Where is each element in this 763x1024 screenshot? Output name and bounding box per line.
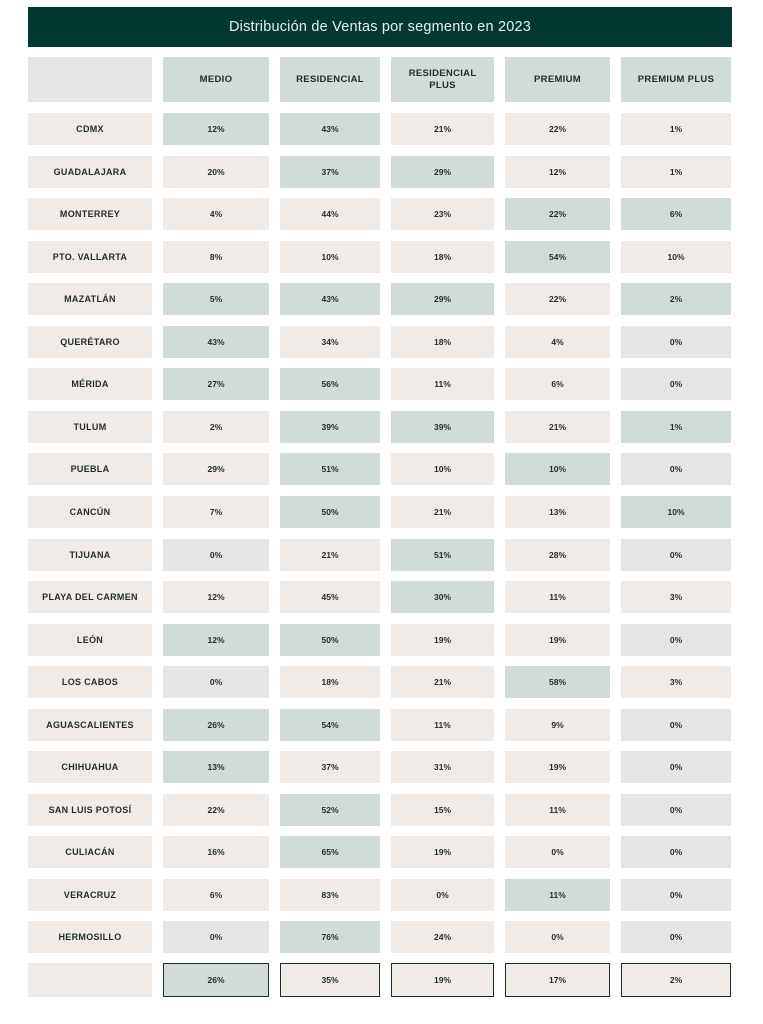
cell-cdmx-premium: 22%: [505, 113, 610, 145]
cell-aguascalientes-medio: 26%: [163, 709, 269, 741]
cell-tijuana-residencial-plus: 51%: [391, 539, 494, 571]
cell-san-luis-potosi-residencial: 52%: [280, 794, 380, 826]
cell-cancun-residencial: 50%: [280, 496, 380, 528]
row-label-queretaro: QUERÉTARO: [28, 326, 152, 358]
cell-tulum-premium-plus: 1%: [621, 411, 731, 443]
cell-playa-del-carmen-premium-plus: 3%: [621, 581, 731, 613]
cell-chihuahua-medio: 13%: [163, 751, 269, 783]
cell-veracruz-premium-plus: 0%: [621, 879, 731, 911]
cell-hermosillo-premium-plus: 0%: [621, 921, 731, 953]
cell-culiacan-residencial: 65%: [280, 836, 380, 868]
cell-cdmx-residencial-plus: 21%: [391, 113, 494, 145]
cell-pto-vallarta-medio: 8%: [163, 241, 269, 273]
cell-playa-del-carmen-residencial: 45%: [280, 581, 380, 613]
total-premium-plus: 2%: [621, 963, 731, 997]
cell-tijuana-premium: 28%: [505, 539, 610, 571]
cell-san-luis-potosi-premium-plus: 0%: [621, 794, 731, 826]
cell-cdmx-premium-plus: 1%: [621, 113, 731, 145]
cell-puebla-premium: 10%: [505, 453, 610, 485]
cell-tulum-premium: 21%: [505, 411, 610, 443]
cell-playa-del-carmen-medio: 12%: [163, 581, 269, 613]
cell-san-luis-potosi-premium: 11%: [505, 794, 610, 826]
cell-cancun-premium: 13%: [505, 496, 610, 528]
chart-title: Distribución de Ventas por segmento en 2023: [28, 7, 732, 47]
cell-los-cabos-medio: 0%: [163, 666, 269, 698]
cell-veracruz-residencial-plus: 0%: [391, 879, 494, 911]
cell-monterrey-premium: 22%: [505, 198, 610, 230]
cell-monterrey-residencial: 44%: [280, 198, 380, 230]
cell-los-cabos-residencial: 18%: [280, 666, 380, 698]
cell-guadalajara-premium-plus: 1%: [621, 156, 731, 188]
cell-guadalajara-residencial: 37%: [280, 156, 380, 188]
cell-queretaro-medio: 43%: [163, 326, 269, 358]
cell-playa-del-carmen-residencial-plus: 30%: [391, 581, 494, 613]
cell-mazatlan-residencial: 43%: [280, 283, 380, 315]
column-header-residencial-plus: RESIDENCIAL PLUS: [391, 57, 494, 102]
cell-monterrey-residencial-plus: 23%: [391, 198, 494, 230]
cell-cancun-medio: 7%: [163, 496, 269, 528]
cell-tijuana-medio: 0%: [163, 539, 269, 571]
cell-aguascalientes-residencial: 54%: [280, 709, 380, 741]
row-label-cdmx: CDMX: [28, 113, 152, 145]
cell-hermosillo-residencial: 76%: [280, 921, 380, 953]
row-label-san-luis-potosi: SAN LUIS POTOSÍ: [28, 794, 152, 826]
cell-pto-vallarta-premium: 54%: [505, 241, 610, 273]
column-header-residencial: RESIDENCIAL: [280, 57, 380, 102]
cell-los-cabos-residencial-plus: 21%: [391, 666, 494, 698]
row-label-tijuana: TIJUANA: [28, 539, 152, 571]
cell-puebla-premium-plus: 0%: [621, 453, 731, 485]
row-label-merida: MÉRIDA: [28, 368, 152, 400]
cell-merida-medio: 27%: [163, 368, 269, 400]
row-label-cancun: CANCÚN: [28, 496, 152, 528]
cell-pto-vallarta-residencial: 10%: [280, 241, 380, 273]
cell-san-luis-potosi-residencial-plus: 15%: [391, 794, 494, 826]
cell-merida-premium-plus: 0%: [621, 368, 731, 400]
cell-aguascalientes-premium-plus: 0%: [621, 709, 731, 741]
cell-tulum-residencial: 39%: [280, 411, 380, 443]
cell-mazatlan-premium-plus: 2%: [621, 283, 731, 315]
cell-merida-residencial: 56%: [280, 368, 380, 400]
cell-cancun-premium-plus: 10%: [621, 496, 731, 528]
cell-aguascalientes-residencial-plus: 11%: [391, 709, 494, 741]
cell-queretaro-premium: 4%: [505, 326, 610, 358]
cell-veracruz-residencial: 83%: [280, 879, 380, 911]
cell-cancun-residencial-plus: 21%: [391, 496, 494, 528]
cell-aguascalientes-premium: 9%: [505, 709, 610, 741]
column-header-premium: PREMIUM: [505, 57, 610, 102]
column-header-medio: MEDIO: [163, 57, 269, 102]
cell-hermosillo-residencial-plus: 24%: [391, 921, 494, 953]
row-label-veracruz: VERACRUZ: [28, 879, 152, 911]
total-residencial: 35%: [280, 963, 380, 997]
cell-puebla-medio: 29%: [163, 453, 269, 485]
header-corner-cell: [28, 57, 152, 102]
row-label-los-cabos: LOS CABOS: [28, 666, 152, 698]
cell-leon-medio: 12%: [163, 624, 269, 656]
cell-guadalajara-medio: 20%: [163, 156, 269, 188]
cell-mazatlan-premium: 22%: [505, 283, 610, 315]
totals-row-label: [28, 963, 152, 997]
cell-chihuahua-residencial: 37%: [280, 751, 380, 783]
total-medio: 26%: [163, 963, 269, 997]
cell-cdmx-residencial: 43%: [280, 113, 380, 145]
cell-tulum-medio: 2%: [163, 411, 269, 443]
cell-culiacan-premium: 0%: [505, 836, 610, 868]
column-header-premium-plus: PREMIUM PLUS: [621, 57, 731, 102]
cell-merida-premium: 6%: [505, 368, 610, 400]
cell-leon-premium: 19%: [505, 624, 610, 656]
row-label-culiacan: CULIACÁN: [28, 836, 152, 868]
row-label-monterrey: MONTERREY: [28, 198, 152, 230]
cell-queretaro-premium-plus: 0%: [621, 326, 731, 358]
cell-hermosillo-medio: 0%: [163, 921, 269, 953]
cell-tijuana-residencial: 21%: [280, 539, 380, 571]
cell-chihuahua-residencial-plus: 31%: [391, 751, 494, 783]
cell-culiacan-premium-plus: 0%: [621, 836, 731, 868]
cell-cdmx-medio: 12%: [163, 113, 269, 145]
row-label-puebla: PUEBLA: [28, 453, 152, 485]
cell-los-cabos-premium-plus: 3%: [621, 666, 731, 698]
cell-pto-vallarta-residencial-plus: 18%: [391, 241, 494, 273]
cell-monterrey-medio: 4%: [163, 198, 269, 230]
cell-tulum-residencial-plus: 39%: [391, 411, 494, 443]
cell-san-luis-potosi-medio: 22%: [163, 794, 269, 826]
cell-chihuahua-premium-plus: 0%: [621, 751, 731, 783]
cell-leon-premium-plus: 0%: [621, 624, 731, 656]
cell-queretaro-residencial-plus: 18%: [391, 326, 494, 358]
cell-culiacan-medio: 16%: [163, 836, 269, 868]
cell-monterrey-premium-plus: 6%: [621, 198, 731, 230]
cell-mazatlan-medio: 5%: [163, 283, 269, 315]
cell-chihuahua-premium: 19%: [505, 751, 610, 783]
cell-merida-residencial-plus: 11%: [391, 368, 494, 400]
cell-veracruz-premium: 11%: [505, 879, 610, 911]
cell-leon-residencial: 50%: [280, 624, 380, 656]
cell-queretaro-residencial: 34%: [280, 326, 380, 358]
row-label-guadalajara: GUADALAJARA: [28, 156, 152, 188]
cell-leon-residencial-plus: 19%: [391, 624, 494, 656]
cell-guadalajara-residencial-plus: 29%: [391, 156, 494, 188]
row-label-hermosillo: HERMOSILLO: [28, 921, 152, 953]
cell-pto-vallarta-premium-plus: 10%: [621, 241, 731, 273]
row-label-chihuahua: CHIHUAHUA: [28, 751, 152, 783]
cell-puebla-residencial: 51%: [280, 453, 380, 485]
row-label-pto-vallarta: PTO. VALLARTA: [28, 241, 152, 273]
total-residencial-plus: 19%: [391, 963, 494, 997]
row-label-tulum: TULUM: [28, 411, 152, 443]
cell-hermosillo-premium: 0%: [505, 921, 610, 953]
row-label-aguascalientes: AGUASCALIENTES: [28, 709, 152, 741]
row-label-leon: LEÓN: [28, 624, 152, 656]
row-label-mazatlan: MAZATLÁN: [28, 283, 152, 315]
cell-tijuana-premium-plus: 0%: [621, 539, 731, 571]
cell-guadalajara-premium: 12%: [505, 156, 610, 188]
cell-los-cabos-premium: 58%: [505, 666, 610, 698]
cell-mazatlan-residencial-plus: 29%: [391, 283, 494, 315]
cell-culiacan-residencial-plus: 19%: [391, 836, 494, 868]
total-premium: 17%: [505, 963, 610, 997]
row-label-playa-del-carmen: PLAYA DEL CARMEN: [28, 581, 152, 613]
cell-veracruz-medio: 6%: [163, 879, 269, 911]
cell-puebla-residencial-plus: 10%: [391, 453, 494, 485]
cell-playa-del-carmen-premium: 11%: [505, 581, 610, 613]
